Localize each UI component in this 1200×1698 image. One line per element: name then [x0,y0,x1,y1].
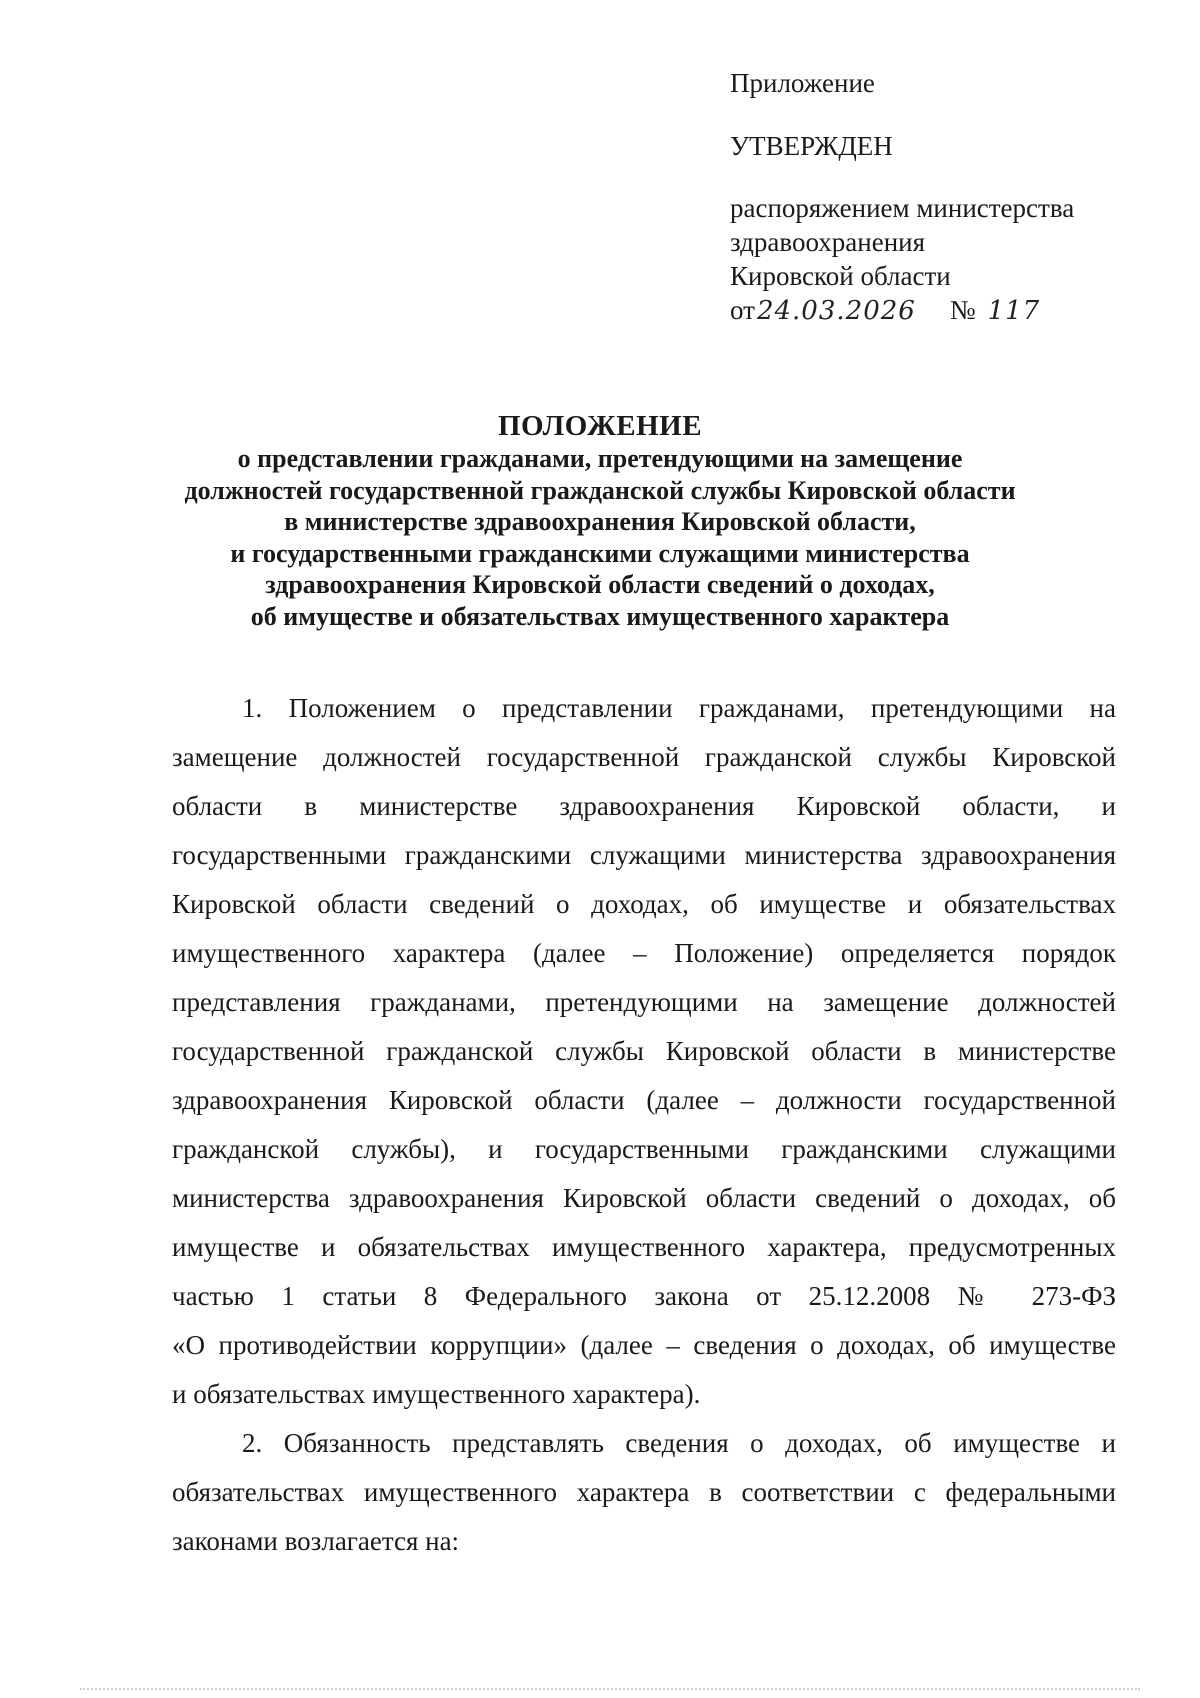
body-line: государственными гражданскими служащими министерства здравоохранения [172,840,1116,870]
scan-edge-artifact [80,1688,1140,1694]
document-body [172,684,1116,1566]
body-line: имущественного характера (далее – Положение) определяется порядок [172,938,1116,968]
subtitle-line: об имуществе и обязательствах имущественного характера [250,601,950,631]
appendix-label: Приложение [730,68,875,98]
body-line: области в министерстве здравоохранения Кировской области, и [172,791,1116,821]
body-line: здравоохранения Кировской области (далее – должности государственной [172,1085,1116,1115]
subtitle-line: о представлении гражданами, претендующими на замещение [237,444,963,473]
body-line: «О противодействии коррупции» (далее – сведения о доходах, об имуществе [172,1330,1116,1360]
body-line: частью 1 статьи 8 Федерального закона от 25.12.2008 № 273-ФЗ [172,1281,1116,1311]
body-line: представления гражданами, претендующими на замещение должностей [172,987,1116,1017]
body-line: министерства здравоохранения Кировской области сведений о доходах, об [172,1183,1116,1213]
document-title-block [100,409,1100,632]
subtitle-line: и государственными гражданскими служащими министерства [230,538,970,568]
order-line-2: здравоохранения [730,227,926,257]
body-line: имуществе и обязательствах имущественного характера, предусмотренных [172,1232,1116,1262]
handwritten-number: 117 [987,296,1041,326]
handwritten-date: 24.03.2026 [756,296,916,326]
document-heading: ПОЛОЖЕНИЕ [497,410,703,442]
body-line: 1. Положением о представлении гражданами, претендующими на [242,693,1116,723]
subtitle-line: должностей государственной гражданской службы Кировской области [184,475,1016,505]
paragraph-1 [172,684,1116,1419]
date-number-line [730,293,1150,328]
body-line: обязательствах имущественного характера в соответствии с федеральными [172,1477,1116,1507]
approved-label: УТВЕРЖДЕН [730,131,893,161]
subtitle-line: в министерстве здравоохранения Кировской области, [284,507,916,536]
body-line: и обязательствах имущественного характера). [172,1379,701,1409]
body-line: 2. Обязанность представлять сведения о доходах, об имуществе и [242,1428,1116,1458]
order-line-1: распоряжением министерства [730,193,1075,223]
body-line: замещение должностей государственной гражданской службы Кировской [172,742,1116,772]
body-line: Кировской области сведений о доходах, об имуществе и обязательствах [172,889,1116,919]
body-line: гражданской службы), и государственными гражданскими служащими [172,1134,1116,1164]
paragraph-2 [172,1419,1116,1566]
number-prefix: № [949,295,976,325]
subtitle-line: здравоохранения Кировской области сведений о доходах, [265,570,935,599]
body-line: законами возлагается на: [172,1526,460,1556]
approval-block [730,66,1150,328]
body-line: государственной гражданской службы Кировской области в министерстве [172,1036,1116,1066]
date-prefix: от [730,295,755,325]
order-line-3: Кировской области [730,261,951,291]
